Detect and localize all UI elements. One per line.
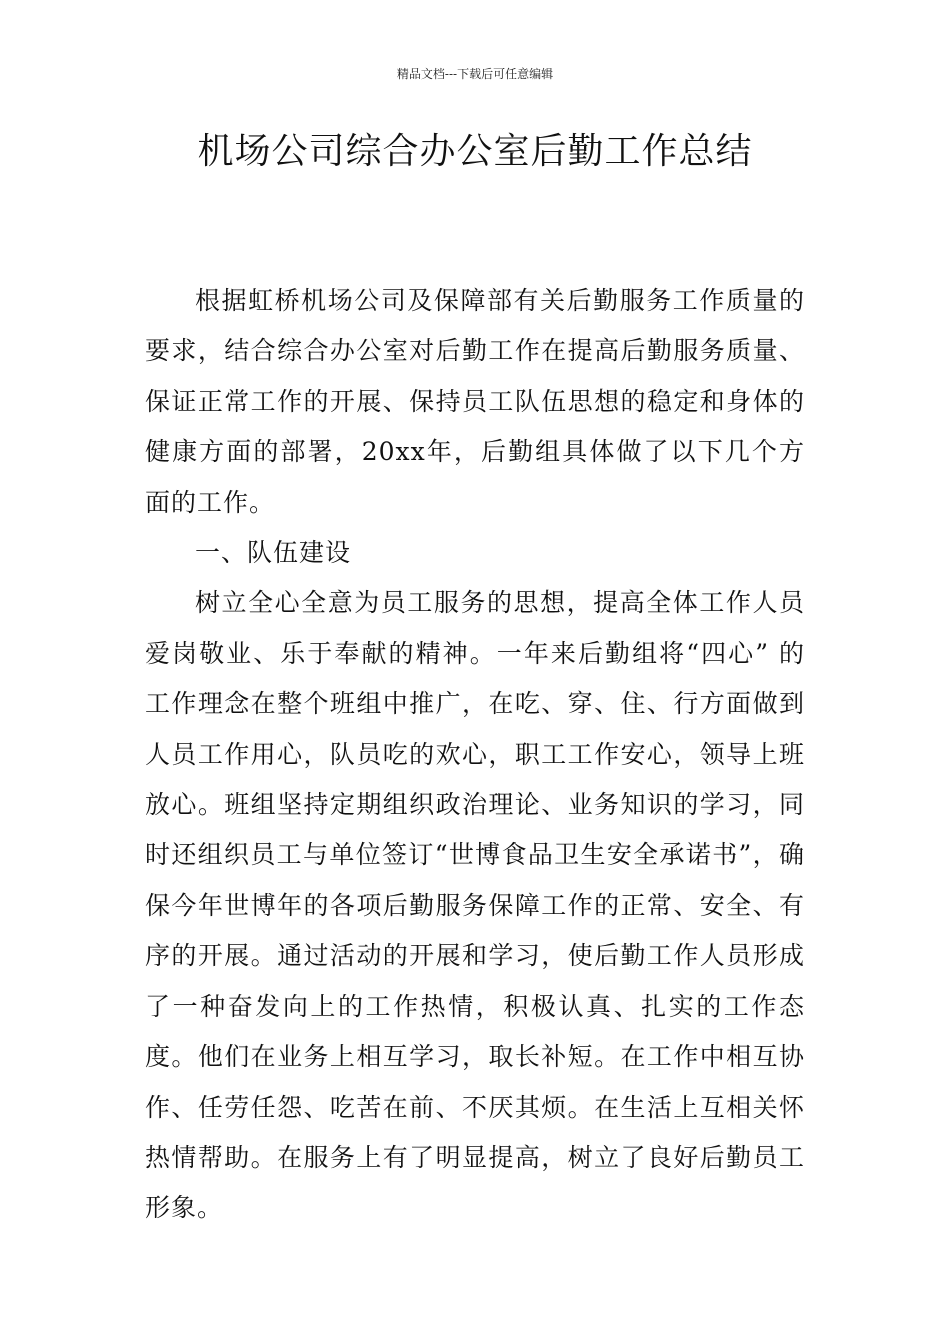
section-heading: 一、队伍建设 (195, 538, 352, 568)
header-note: 精品文档---下载后可任意编辑 (396, 67, 554, 81)
document-body (145, 276, 805, 1234)
document-title: 机场公司综合办公室后勤工作总结 (197, 131, 753, 172)
section-paragraph: 树立全心全意为员工服务的思想，提高全体工作人员爱岗敬业、乐于奉献的精神。一年来后勤组将“四心” 的工作理念在整个班组中推广，在吃、穿、住、行方面做到人员工作用心，队员吃的欢心，职工工作安心，领导上班放心。班组坚持定期组织政治理论、业务知识的学习，同时还组织员工与单位签订“世博食品卫生安全承诺书”，确保今年世博年的各项后勤服务保障工作的正常、安全、有序的开展。通过活动的开展和学习，使后勤工作人员形成了一种奋发向上的工作热情，积极认真、扎实的工作态度。他们在业务上相互学习，取长补短。在工作中相互协作、任劳任怨、吃苦在前、不厌其烦。在生活上互相关怀热情帮助。在服务上有了明显提高，树立了良好后勤员工形象。 (145, 588, 805, 1223)
intro-paragraph: 根据虹桥机场公司及保障部有关后勤服务工作质量的要求，结合综合办公室对后勤工作在提高后勤服务质量、保证正常工作的开展、保持员工队伍思想的稳定和身体的健康方面的部署，20xx年，后勤组具体做了以下几个方面的工作。 (145, 286, 805, 517)
